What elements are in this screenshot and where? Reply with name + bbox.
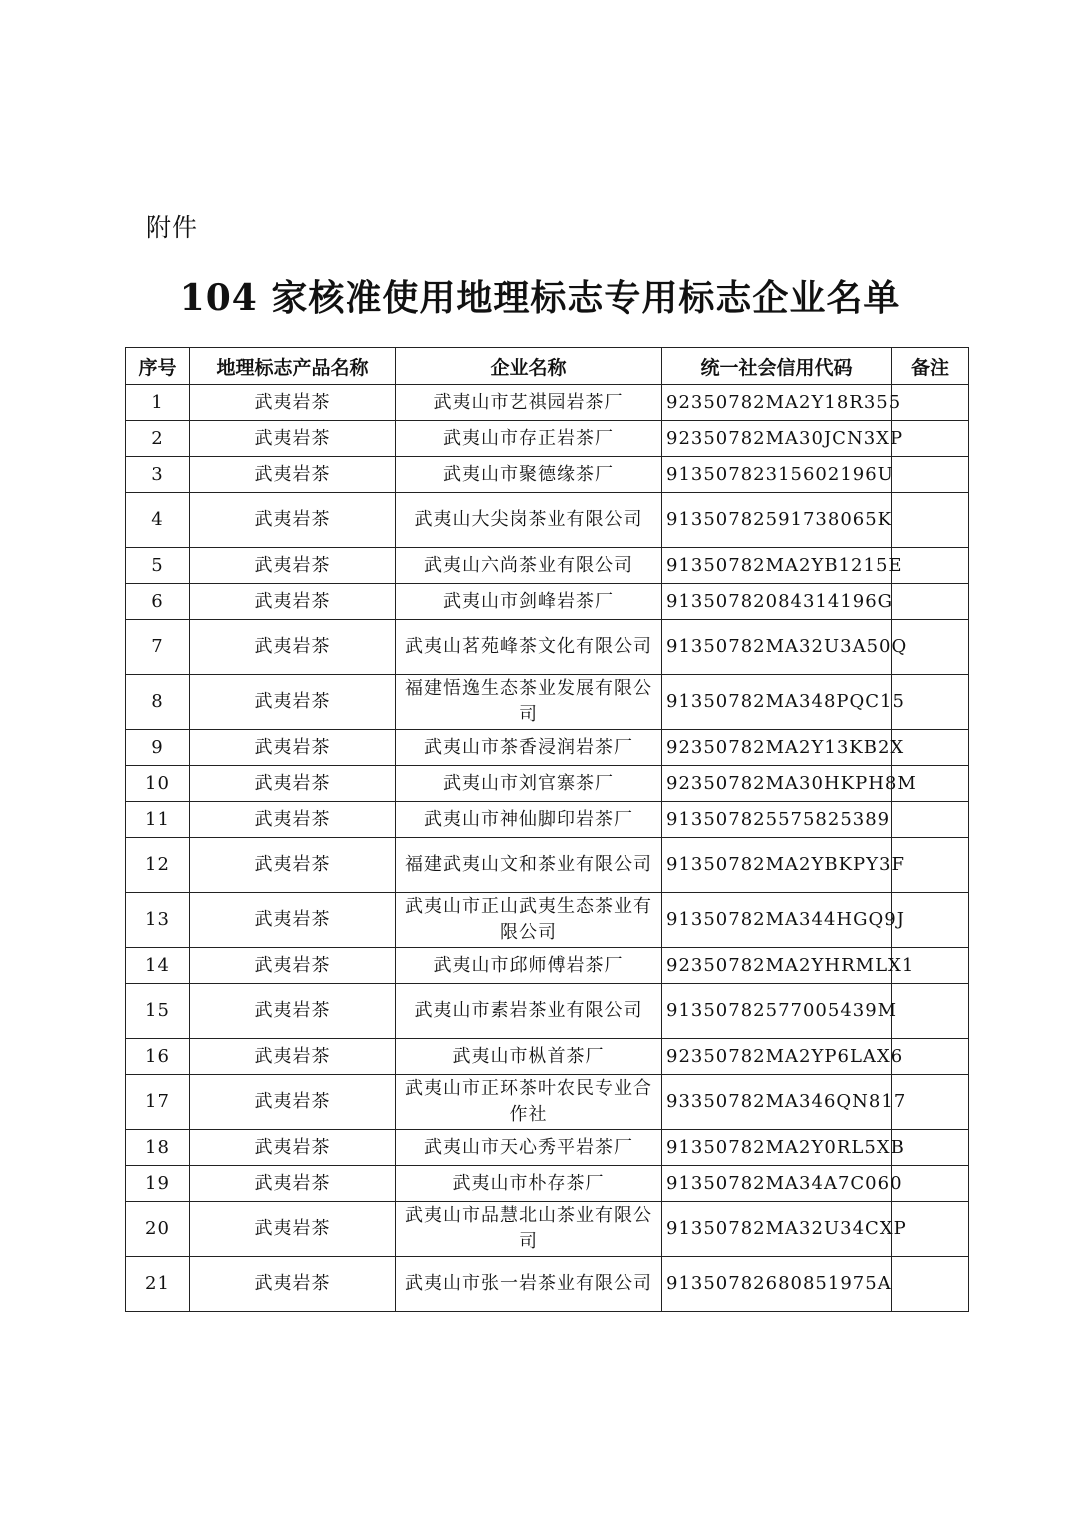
- cell-index: 13: [126, 893, 190, 948]
- cell-credit-code: 91350782MA2Y0RL5XB: [662, 1130, 892, 1166]
- cell-credit-code: 91350782315602196U: [662, 457, 892, 493]
- cell-enterprise-name: 武夷山市邱师傅岩茶厂: [396, 948, 662, 984]
- cell-index: 14: [126, 948, 190, 984]
- cell-index: 3: [126, 457, 190, 493]
- cell-enterprise-name: 武夷山市剑峰岩茶厂: [396, 584, 662, 620]
- cell-remark: [892, 1039, 969, 1075]
- cell-product-name: 武夷岩茶: [190, 1257, 396, 1312]
- cell-index: 4: [126, 493, 190, 548]
- table-row: [126, 1130, 969, 1166]
- cell-credit-code: 91350782MA32U34CXP: [662, 1202, 892, 1257]
- table-body: [126, 385, 969, 1312]
- cell-product-name: 武夷岩茶: [190, 766, 396, 802]
- cell-product-name: 武夷岩茶: [190, 620, 396, 675]
- cell-product-name: 武夷岩茶: [190, 548, 396, 584]
- table-row: [126, 730, 969, 766]
- document-title: 104 家核准使用地理标志专用标志企业名单: [179, 277, 901, 319]
- cell-credit-code: 91350782MA348PQC15: [662, 675, 892, 730]
- cell-remark: [892, 584, 969, 620]
- cell-credit-code: 91350782577005439M: [662, 984, 892, 1039]
- attachment-label: 附件: [146, 213, 199, 242]
- cell-enterprise-name: 武夷山市张一岩茶业有限公司: [396, 1257, 662, 1312]
- cell-enterprise-name: 福建悟逸生态茶业发展有限公司: [396, 675, 662, 730]
- cell-enterprise-name: 武夷山市存正岩茶厂: [396, 421, 662, 457]
- header-credit-code: 统一社会信用代码: [662, 348, 892, 385]
- cell-credit-code: 91350782591738065K: [662, 493, 892, 548]
- table-header-row: [126, 348, 969, 385]
- cell-credit-code: 93350782MA346QN817: [662, 1075, 892, 1130]
- cell-index: 17: [126, 1075, 190, 1130]
- table-row: [126, 1075, 969, 1130]
- cell-enterprise-name: 武夷山市朴存茶厂: [396, 1166, 662, 1202]
- cell-index: 10: [126, 766, 190, 802]
- cell-enterprise-name: 武夷山六尚茶业有限公司: [396, 548, 662, 584]
- cell-product-name: 武夷岩茶: [190, 1166, 396, 1202]
- cell-product-name: 武夷岩茶: [190, 984, 396, 1039]
- cell-credit-code: 91350782MA2YB1215E: [662, 548, 892, 584]
- cell-product-name: 武夷岩茶: [190, 457, 396, 493]
- cell-product-name: 武夷岩茶: [190, 838, 396, 893]
- cell-index: 15: [126, 984, 190, 1039]
- table-row: [126, 1202, 969, 1257]
- cell-credit-code: 92350782MA30JCN3XP: [662, 421, 892, 457]
- cell-product-name: 武夷岩茶: [190, 675, 396, 730]
- cell-product-name: 武夷岩茶: [190, 1202, 396, 1257]
- table-row: [126, 1257, 969, 1312]
- cell-product-name: 武夷岩茶: [190, 1130, 396, 1166]
- cell-enterprise-name: 武夷山市刘官寨茶厂: [396, 766, 662, 802]
- cell-credit-code: 91350782MA32U3A50Q: [662, 620, 892, 675]
- table-row: [126, 584, 969, 620]
- cell-index: 7: [126, 620, 190, 675]
- cell-enterprise-name: 武夷山市品慧北山茶业有限公司: [396, 1202, 662, 1257]
- cell-product-name: 武夷岩茶: [190, 385, 396, 421]
- cell-index: 20: [126, 1202, 190, 1257]
- table-row: [126, 802, 969, 838]
- cell-index: 11: [126, 802, 190, 838]
- cell-enterprise-name: 武夷山大尖岗茶业有限公司: [396, 493, 662, 548]
- table-row: [126, 421, 969, 457]
- cell-credit-code: 91350782MA2YBKPY3F: [662, 838, 892, 893]
- table-row: [126, 984, 969, 1039]
- cell-enterprise-name: 武夷山市神仙脚印岩茶厂: [396, 802, 662, 838]
- cell-index: 6: [126, 584, 190, 620]
- table-row: [126, 493, 969, 548]
- cell-index: 16: [126, 1039, 190, 1075]
- enterprise-table: [125, 347, 969, 1312]
- cell-enterprise-name: 武夷山市艺祺园岩茶厂: [396, 385, 662, 421]
- cell-enterprise-name: 武夷山茗苑峰茶文化有限公司: [396, 620, 662, 675]
- cell-credit-code: 91350782MA344HGQ9J: [662, 893, 892, 948]
- cell-remark: [892, 457, 969, 493]
- cell-index: 12: [126, 838, 190, 893]
- cell-index: 2: [126, 421, 190, 457]
- table-row: [126, 385, 969, 421]
- table-row: [126, 1039, 969, 1075]
- cell-credit-code: 91350782084314196G: [662, 584, 892, 620]
- cell-index: 8: [126, 675, 190, 730]
- table-row: [126, 948, 969, 984]
- cell-enterprise-name: 武夷山市素岩茶业有限公司: [396, 984, 662, 1039]
- cell-product-name: 武夷岩茶: [190, 421, 396, 457]
- cell-product-name: 武夷岩茶: [190, 493, 396, 548]
- cell-product-name: 武夷岩茶: [190, 1075, 396, 1130]
- cell-credit-code: 91350782680851975A: [662, 1257, 892, 1312]
- cell-product-name: 武夷岩茶: [190, 584, 396, 620]
- header-enterprise-name: 企业名称: [396, 348, 662, 385]
- cell-enterprise-name: 武夷山市天心秀平岩茶厂: [396, 1130, 662, 1166]
- cell-credit-code: 92350782MA2YP6LAX6: [662, 1039, 892, 1075]
- cell-credit-code: 92350782MA2YHRMLX1: [662, 948, 892, 984]
- table-row: [126, 457, 969, 493]
- cell-remark: [892, 1257, 969, 1312]
- table-row: [126, 620, 969, 675]
- cell-product-name: 武夷岩茶: [190, 948, 396, 984]
- cell-enterprise-name: 武夷山市正环茶叶农民专业合作社: [396, 1075, 662, 1130]
- cell-credit-code: 92350782MA30HKPH8M: [662, 766, 892, 802]
- cell-remark: [892, 984, 969, 1039]
- cell-credit-code: 92350782MA2Y18R355: [662, 385, 892, 421]
- cell-index: 21: [126, 1257, 190, 1312]
- cell-remark: [892, 802, 969, 838]
- cell-index: 19: [126, 1166, 190, 1202]
- cell-product-name: 武夷岩茶: [190, 730, 396, 766]
- header-product-name: 地理标志产品名称: [190, 348, 396, 385]
- cell-index: 5: [126, 548, 190, 584]
- cell-remark: [892, 548, 969, 584]
- cell-credit-code: 913507825575825389: [662, 802, 892, 838]
- cell-index: 1: [126, 385, 190, 421]
- cell-product-name: 武夷岩茶: [190, 802, 396, 838]
- table-row: [126, 893, 969, 948]
- cell-enterprise-name: 武夷山市枞首茶厂: [396, 1039, 662, 1075]
- cell-remark: [892, 493, 969, 548]
- cell-product-name: 武夷岩茶: [190, 1039, 396, 1075]
- cell-index: 9: [126, 730, 190, 766]
- cell-credit-code: 91350782MA34A7C060: [662, 1166, 892, 1202]
- cell-remark: [892, 421, 969, 457]
- table-row: [126, 675, 969, 730]
- header-remark: 备注: [892, 348, 969, 385]
- cell-product-name: 武夷岩茶: [190, 893, 396, 948]
- cell-remark: [892, 385, 969, 421]
- cell-enterprise-name: 武夷山市茶香浸润岩茶厂: [396, 730, 662, 766]
- table-row: [126, 548, 969, 584]
- table-row: [126, 766, 969, 802]
- header-index: 序号: [126, 348, 190, 385]
- cell-enterprise-name: 武夷山市聚德缘茶厂: [396, 457, 662, 493]
- table-row: [126, 838, 969, 893]
- cell-remark: [892, 1166, 969, 1202]
- cell-enterprise-name: 福建武夷山文和茶业有限公司: [396, 838, 662, 893]
- table-row: [126, 1166, 969, 1202]
- cell-index: 18: [126, 1130, 190, 1166]
- cell-enterprise-name: 武夷山市正山武夷生态茶业有限公司: [396, 893, 662, 948]
- cell-credit-code: 92350782MA2Y13KB2X: [662, 730, 892, 766]
